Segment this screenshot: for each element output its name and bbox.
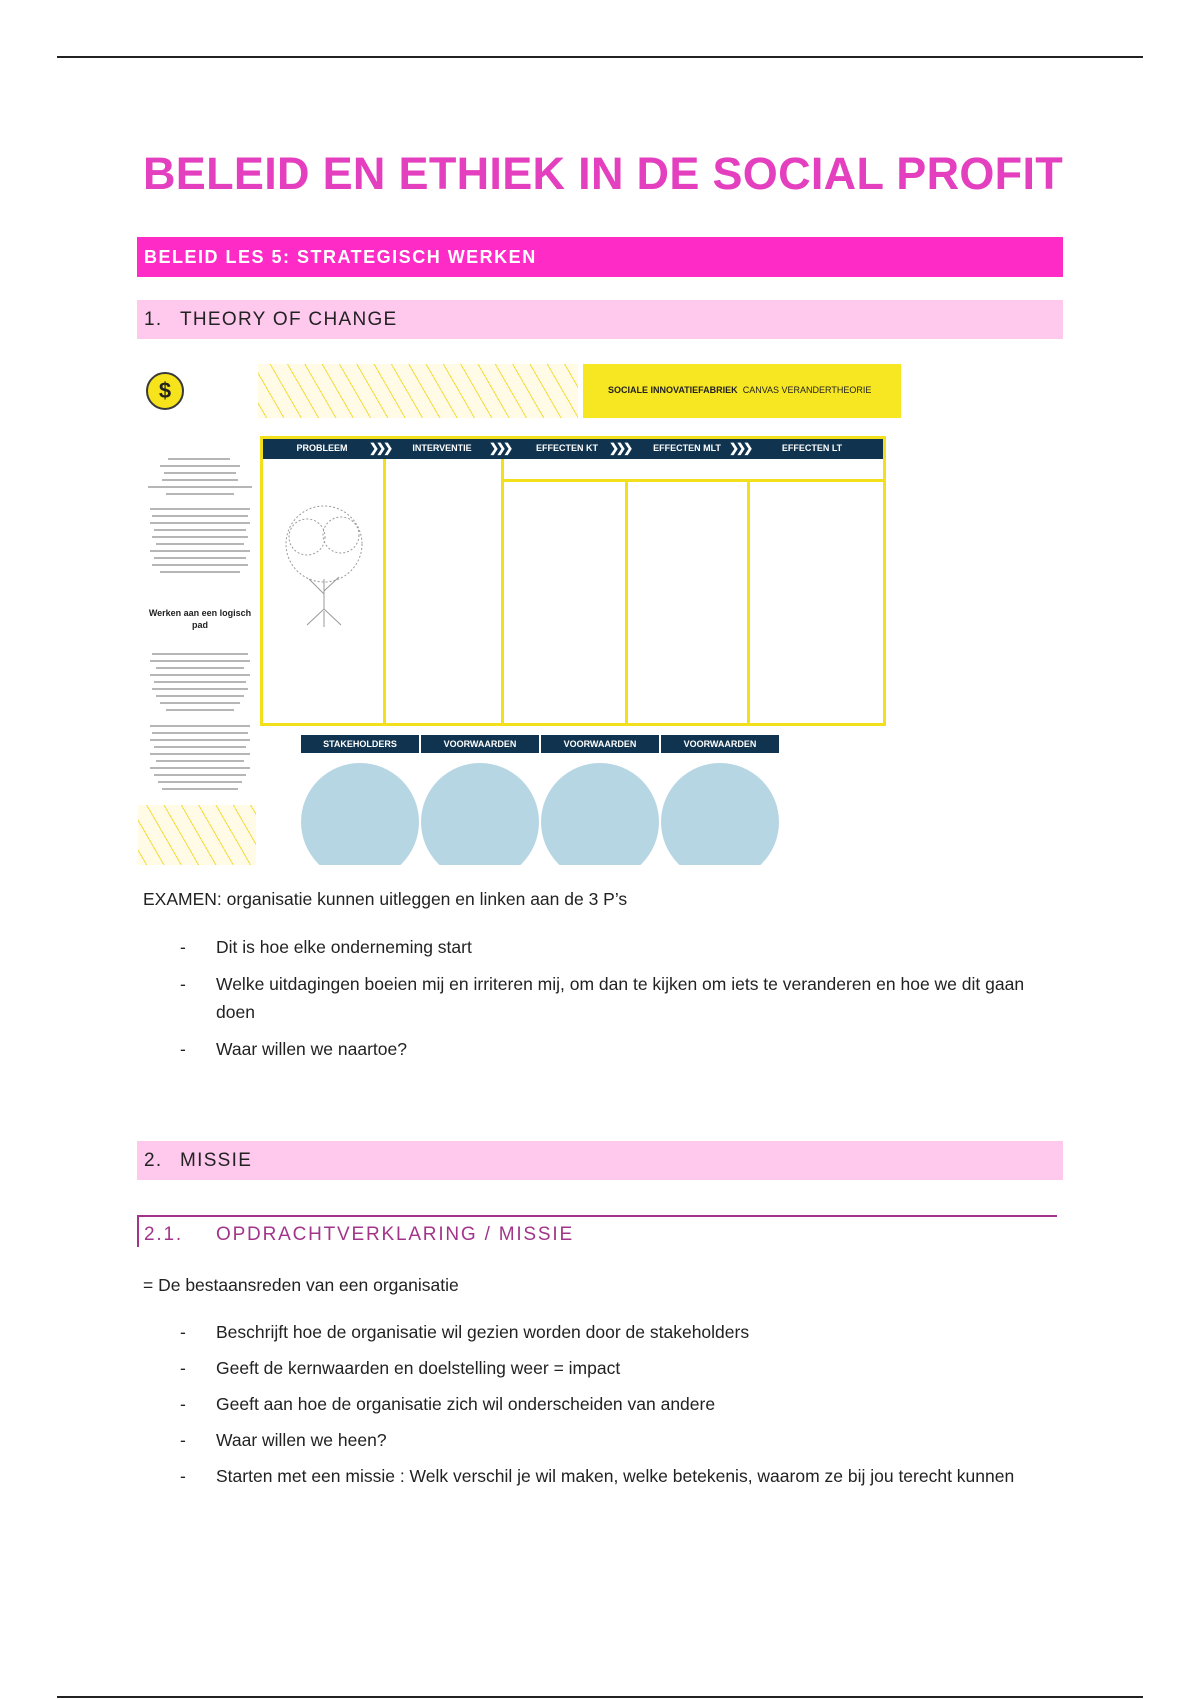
decorative-pattern-bottom (138, 805, 256, 865)
label-voorwaarden-2: VOORWAARDEN (541, 735, 659, 753)
chevron-icon: ❯❯❯ (369, 441, 391, 455)
section-number: 1. (144, 309, 163, 330)
list-item: - Dit is hoe elke onderneming start (180, 937, 472, 957)
chevron-icon: ❯❯❯ (489, 441, 511, 455)
side-text-placeholder-2 (146, 650, 254, 800)
definition: = De bestaansreden van een organisatie (143, 1275, 459, 1295)
chevron-icon: ❯❯❯ (609, 441, 631, 455)
label-voorwaarden-1: VOORWAARDEN (421, 735, 539, 753)
row-divider (501, 479, 883, 482)
list-item: - Waar willen we heen? (180, 1430, 387, 1450)
lesson-header: BELEID LES 5: STRATEGISCH WERKEN (137, 237, 1063, 277)
section-heading-theory-of-change (137, 300, 1063, 339)
label-voorwaarden-3: VOORWAARDEN (661, 735, 779, 753)
voorwaarden-circle (661, 763, 779, 865)
column-divider (501, 459, 504, 723)
list-item: - Geeft de kernwaarden en doelstelling weer = impact (180, 1358, 621, 1378)
voorwaarden-circle (421, 763, 539, 865)
list-item: - Geeft aan hoe de organisatie zich wil onderscheiden van andere (180, 1394, 716, 1414)
bottom-rule (57, 1696, 1143, 1698)
list-item: - Waar willen we naartoe? (180, 1039, 407, 1059)
theory-of-change-bullets (180, 933, 1060, 1063)
header-effecten-lt: EFFECTEN LT (781, 443, 843, 453)
top-rule (57, 56, 1143, 58)
decorative-pattern (258, 364, 578, 418)
exam-note: EXAMEN: organisatie kunnen uitleggen en linken aan de 3 P’s (143, 889, 628, 909)
section-title: MISSIE (180, 1150, 253, 1171)
chevron-icon: ❯❯❯ (729, 441, 751, 455)
subsection-title: OPDRACHTVERKLARING / MISSIE (216, 1224, 574, 1245)
section-title: THEORY OF CHANGE (180, 309, 398, 330)
column-divider (383, 459, 386, 723)
section-heading-missie (137, 1141, 1063, 1180)
canvas-header-row (263, 439, 883, 459)
canvas-grid (260, 436, 886, 726)
stakeholders-circle (301, 763, 419, 865)
section-number: 2. (144, 1150, 163, 1171)
subsection-heading-opdrachtverklaring (137, 1215, 1057, 1247)
header-effecten-kt: EFFECTEN KT (536, 443, 598, 453)
label-stakeholders: STAKEHOLDERS (301, 735, 419, 753)
subsection-number: 2.1. (144, 1224, 183, 1245)
side-text-placeholder (146, 455, 254, 595)
tree-illustration (269, 499, 379, 629)
dollar-coin-icon: $ (146, 372, 184, 410)
list-item: - Beschrijft hoe de organisatie wil gezien worden door de stakeholders (180, 1322, 750, 1342)
header-probleem: PROBLEEM (296, 443, 348, 453)
header-interventie: INTERVENTIE (412, 443, 472, 453)
list-item: - Starten met een missie : Welk verschil je wil maken, welke betekenis, waarom ze bij jou terecht kunnen (180, 1466, 1015, 1486)
header-effecten-mlt: EFFECTEN MLT (653, 443, 721, 453)
brand-subtitle: CANVAS VERANDERTHEORIE (742, 385, 872, 395)
voorwaarden-circle (541, 763, 659, 865)
missie-bullets (180, 1318, 1060, 1490)
column-divider (747, 479, 750, 723)
canvas-brand-bar (583, 364, 901, 418)
brand-name: SOCIALE INNOVATIEFABRIEK (608, 385, 738, 395)
theory-of-change-canvas-figure (138, 360, 908, 865)
document-title: BELEID EN ETHIEK IN DE SOCIAL PROFIT (143, 148, 1064, 199)
column-divider (625, 479, 628, 723)
side-heading: Werken aan een logisch pad (148, 608, 252, 630)
list-item: - Welke uitdagingen boeien mij en irriteren mij, om dan te kijken om iets te veranderen en hoe we dit gaan doen (180, 974, 1025, 1022)
